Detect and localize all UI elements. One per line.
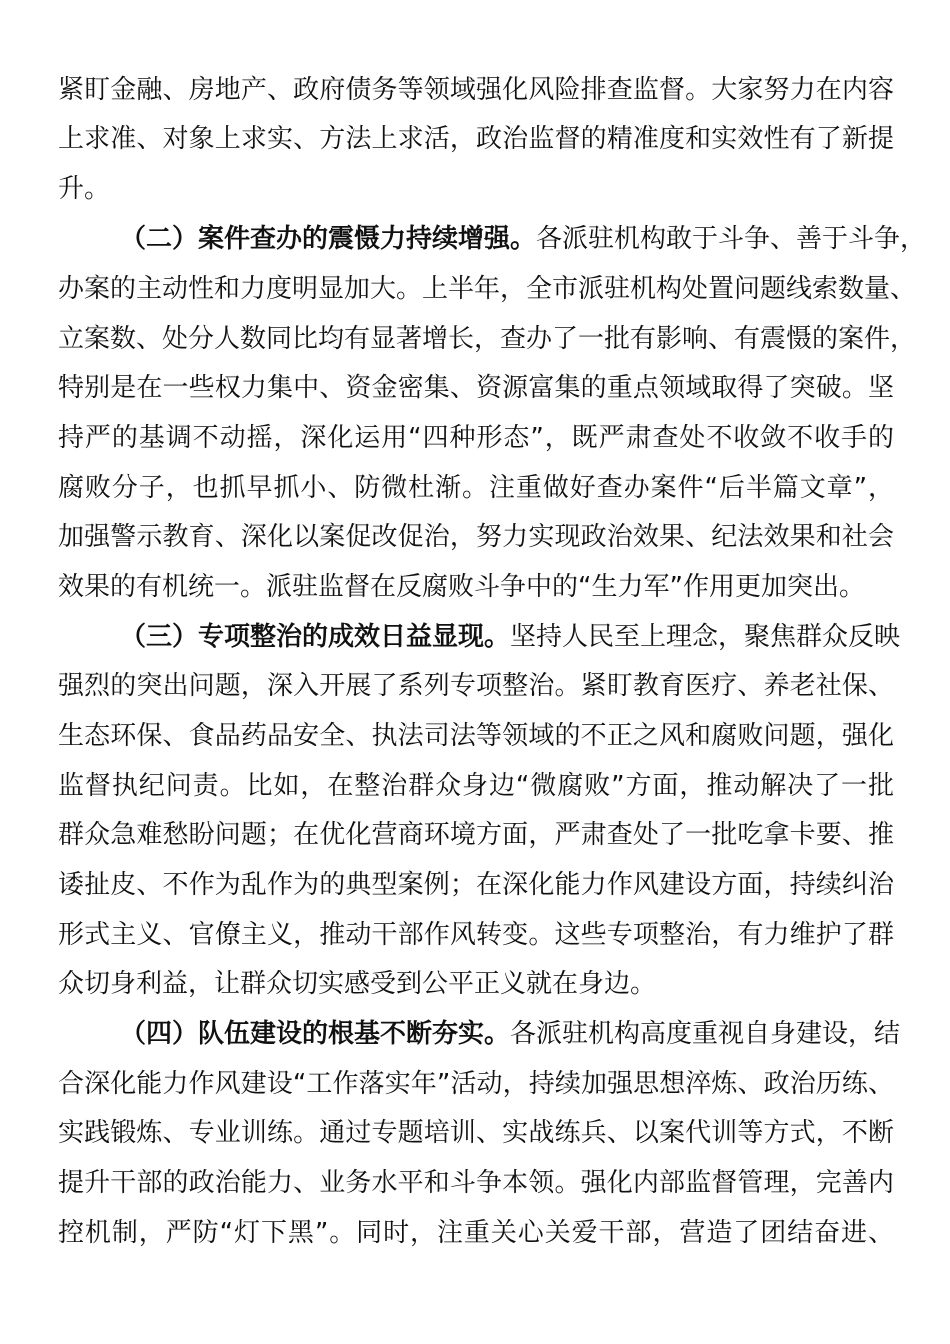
- paragraph-line: 紧盯金融、房地产、政府债务等领域强化风险排查监督。大家努力在内容: [58, 75, 894, 105]
- paragraph-line: 持严的基调不动摇，深化运用“四种形态”，既严肃查处不收敛不收手的: [58, 423, 894, 453]
- paragraph-line: 诿扯皮、不作为乱作为的典型案例；在深化能力作风建设方面，持续纠治: [58, 870, 894, 900]
- paragraph-line: 众切身利益，让群众切实感受到公平正义就在身边。: [58, 969, 657, 999]
- paragraph-line: 监督执纪问责。比如，在整治群众身边“微腐败”方面，推动解决了一批: [58, 771, 894, 801]
- section-heading-line: [120, 214, 927, 264]
- paragraph-line: 加强警示教育、深化以案促改促治，努力实现政治效果、纪法效果和社会: [58, 522, 894, 552]
- paragraph-line: 生态环保、食品药品安全、执法司法等领域的不正之风和腐败问题，强化: [58, 721, 894, 751]
- section-lead-text: 坚持人民至上理念，聚焦群众反映: [510, 622, 901, 652]
- paragraph-line: 控机制，严防“灯下黑”。同时，注重关心关爱干部，营造了团结奋进、: [58, 1218, 894, 1248]
- paragraph-line: 实践锻炼、专业训练。通过专题培训、实战练兵、以案代训等方式，不断: [58, 1118, 894, 1148]
- paragraph-line: 合深化能力作风建设“工作落实年”活动，持续加强思想淬炼、政治历练、: [58, 1069, 894, 1099]
- section-heading-line: [120, 612, 901, 662]
- section-heading: （三）专项整治的成效日益显现。: [120, 622, 511, 652]
- section-heading: （四）队伍建设的根基不断夯实。: [120, 1019, 511, 1049]
- section-heading-line: [120, 1009, 901, 1059]
- paragraph-line: 升。: [58, 174, 111, 204]
- paragraph-line: 强烈的突出问题，深入开展了系列专项整治。紧盯教育医疗、养老社保、: [58, 671, 894, 701]
- paragraph-line: 特别是在一些权力集中、资金密集、资源富集的重点领域取得了突破。坚: [58, 373, 894, 403]
- section-heading: （二）案件查办的震慑力持续增强。: [120, 224, 537, 254]
- paragraph-line: 效果的有机统一。派驻监督在反腐败斗争中的“生力军”作用更加突出。: [58, 572, 865, 602]
- paragraph-line: 立案数、处分人数同比均有显著增长，查办了一批有影响、有震慑的案件，: [58, 324, 917, 354]
- paragraph-line: 群众急难愁盼问题；在优化营商环境方面，严肃查处了一批吃拿卡要、推: [58, 820, 894, 850]
- paragraph-line: 腐败分子，也抓早抓小、防微杜渐。注重做好查办案件“后半篇文章”，: [58, 473, 894, 503]
- paragraph-line: 提升干部的政治能力、业务水平和斗争本领。强化内部监督管理，完善内: [58, 1168, 894, 1198]
- paragraph-line: 形式主义、官僚主义，推动干部作风转变。这些专项整治，有力维护了群: [58, 920, 894, 950]
- section-lead-text: 各派驻机构高度重视自身建设，结: [510, 1019, 901, 1049]
- paragraph-line: 办案的主动性和力度明显加大。上半年，全市派驻机构处置问题线索数量、: [58, 274, 917, 304]
- paragraph-line: 上求准、对象上求实、方法上求活，政治监督的精准度和实效性有了新提: [58, 124, 894, 154]
- section-lead-text: 各派驻机构敢于斗争、善于斗争，: [536, 224, 927, 254]
